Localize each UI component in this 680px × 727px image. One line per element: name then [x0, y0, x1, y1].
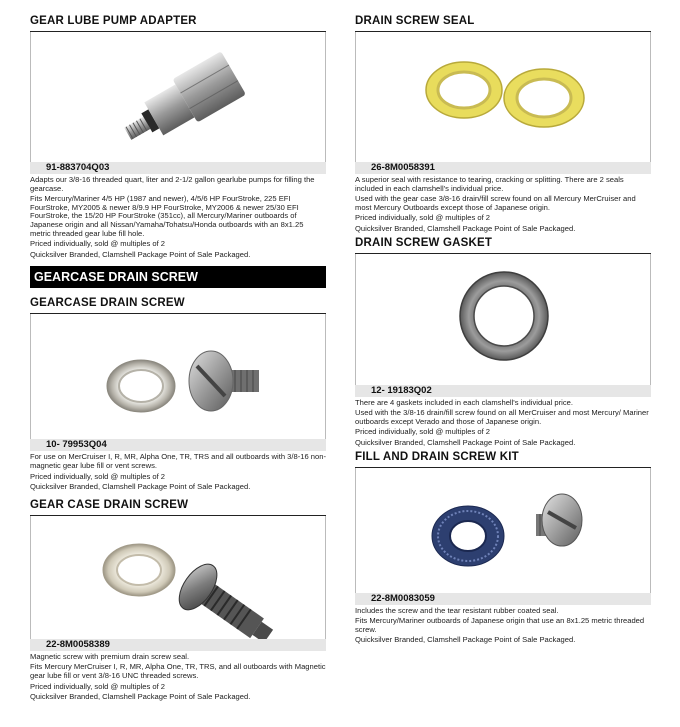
description: [30, 653, 326, 702]
part-number: 12- 19183Q02: [355, 385, 651, 397]
section-title: GEARCASE DRAIN SCREW: [30, 297, 185, 310]
description: [355, 176, 651, 234]
product-image: [30, 516, 326, 639]
left-column: [30, 14, 326, 704]
product-drain-screw-gasket: [355, 236, 651, 448]
description-text: Fits Mercury/Mariner 4/5 HP (1987 and newer), 4/5/6 HP FourStroke, 225 EFI FourStroke, MY2005 & newer 8/9.9 HP FourStroke, MY2006 & newer 25/30 EFI FourStroke, the 15/20 HP FourStroke (351cc), all Mercury/Mariner outboards of Japanese origin and all Nissan/Yamaha/Tohatsu/Honda outboards with an 8x1.25 metric threaded gear lube fill hole.: [30, 194, 304, 238]
description: [355, 399, 651, 448]
description-text: Quicksilver Branded, Clamshell Package Point of Sale Packaged.: [30, 692, 251, 702]
screw-kit-image: [356, 468, 650, 593]
section-title: DRAIN SCREW SEAL: [355, 15, 475, 27]
product-image: [355, 254, 651, 385]
part-number: 10- 79953Q04: [30, 439, 326, 451]
part-number: 26-8M0058391: [355, 162, 651, 174]
product-image: [30, 32, 326, 162]
section-title: DRAIN SCREW GASKET: [355, 236, 493, 249]
yellow-seals-image: [356, 32, 650, 162]
part-number: 22-8M0083059: [355, 593, 651, 605]
description-text: Fits Mercury/Mariner outboards of Japanese origin that use an 8x1.25 metric threaded screw.: [355, 616, 645, 634]
right-column: [355, 14, 651, 647]
description-text: Quicksilver Branded, Clamshell Package Point of Sale Packaged.: [355, 635, 576, 645]
section-title: GEAR LUBE PUMP ADAPTER: [30, 15, 197, 27]
part-number: 91-883704Q03: [30, 162, 326, 174]
product-gear-case-drain-screw: [30, 498, 326, 702]
description-text: Adapts our 3/8-16 threaded quart, liter and 2-1/2 gallon gearlube pumps for filling the gearcase.: [30, 175, 315, 193]
description-text: Magnetic screw with premium drain screw seal.: [30, 651, 190, 661]
drain-screw-and-seal-image: [31, 314, 325, 439]
description: [355, 607, 651, 645]
description-text: Quicksilver Branded, Clamshell Package Point of Sale Packaged.: [30, 249, 251, 259]
description-text: Priced individually, sold @ multiples of 2: [355, 427, 491, 437]
section-title: FILL AND DRAIN SCREW KIT: [355, 450, 519, 463]
description-text: Priced individually, sold @ multiples of 2: [30, 471, 166, 481]
category-banner: GEARCASE DRAIN SCREW: [30, 266, 326, 288]
description-text: Priced individually, sold @ multiples of 2: [30, 239, 166, 249]
product-gearcase-drain-screw: [30, 296, 326, 491]
product-image: [30, 314, 326, 439]
description-text: Priced individually, sold @ multiples of 2: [355, 213, 491, 223]
gasket-image: [356, 254, 650, 385]
magnetic-drain-screw-image: [31, 516, 325, 639]
description-text: Fits Mercury MerCruiser I, R, MR, Alpha One, TR, TRS, and all outboards with Magnetic gear lube fill or vent 3/8-16 UNC threaded screws.: [30, 662, 326, 680]
product-fill-and-drain-screw-kit: [355, 450, 651, 645]
description-text: There are 4 gaskets included in each clamshell's individual price.: [355, 397, 573, 407]
pump-adapter-image: [31, 32, 325, 162]
description: [30, 453, 326, 491]
description-text: Includes the screw and the tear resistant rubber coated seal.: [355, 605, 559, 615]
description-text: A superior seal with resistance to tearing, cracking or splitting. There are 2 seals included in each clamshell's individual price.: [355, 175, 624, 193]
description-text: Quicksilver Branded, Clamshell Package Point of Sale Packaged.: [355, 437, 576, 447]
description-text: Quicksilver Branded, Clamshell Package Point of Sale Packaged.: [30, 482, 251, 492]
product-image: [355, 32, 651, 162]
description-text: For use on MerCruiser I, R, MR, Alpha One, TR, TRS and all outboards with 3/8-16 non-magnetic gear lube fill or vent screws.: [30, 452, 327, 470]
description-text: Priced individually, sold @ multiples of 2: [30, 681, 166, 691]
product-gear-lube-pump-adapter: [30, 14, 326, 259]
description: [30, 176, 326, 259]
description-text: Quicksilver Branded, Clamshell Package Point of Sale Packaged.: [355, 223, 576, 233]
description-text: Used with the gear case 3/8-16 drain/fill screw found on all Mercury MerCruiser and most Mercury Outboards except those of Japanese origin.: [355, 194, 636, 212]
product-drain-screw-seal: [355, 14, 651, 234]
section-title: GEAR CASE DRAIN SCREW: [30, 498, 189, 511]
part-number: 22-8M0058389: [30, 639, 326, 651]
description-text: Used with the 3/8-16 drain/fill screw found on all MerCruiser and most Mercury/ Mariner outboards except Verado and those of Japanese origin.: [355, 408, 649, 426]
product-image: [355, 468, 651, 593]
